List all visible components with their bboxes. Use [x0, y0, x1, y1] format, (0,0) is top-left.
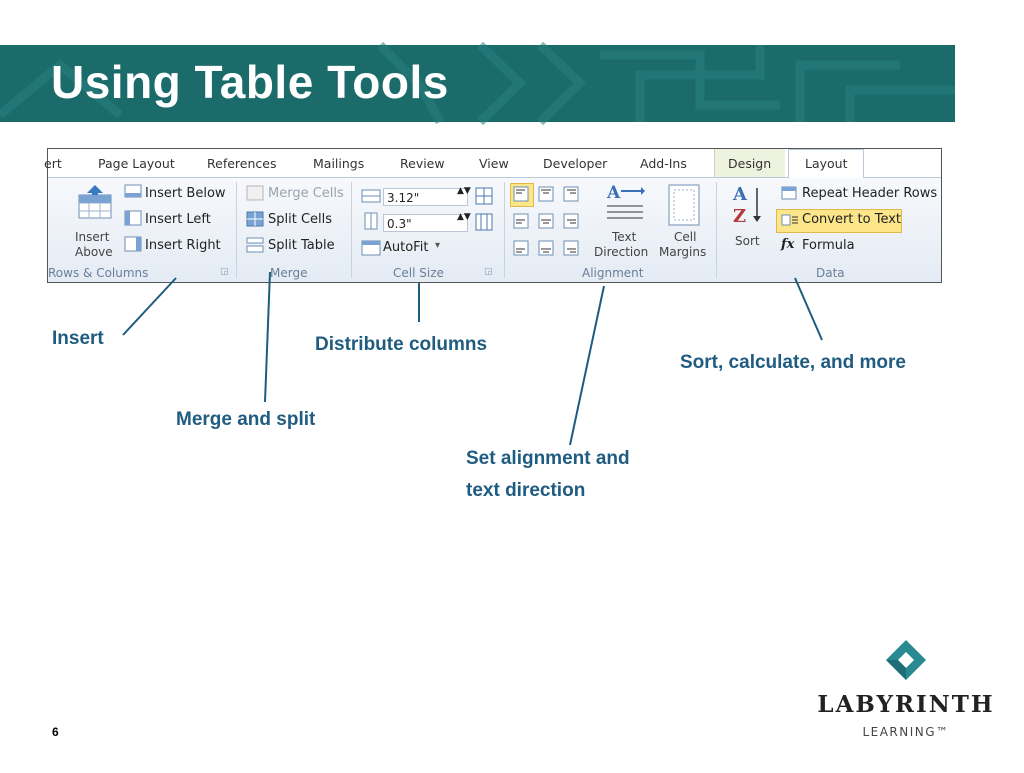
tab-page-layout[interactable]: Page Layout [98, 156, 175, 171]
cell-margins-label-1[interactable]: Cell [674, 230, 697, 244]
text-direction-label-2[interactable]: Direction [594, 245, 649, 259]
diamond-logo-icon [884, 638, 928, 682]
svg-text:Z: Z [733, 206, 747, 227]
labyrinth-logo [816, 636, 996, 746]
merge-group-label: Merge [270, 266, 308, 280]
row-height-value: 3.12" [387, 191, 420, 205]
distribute-columns-label: Distribute columns [315, 334, 488, 355]
autofit-button[interactable]: AutoFit [383, 240, 429, 255]
tab-references[interactable]: References [207, 156, 277, 171]
insert-above-label-1[interactable]: Insert [75, 230, 110, 244]
sort-calculate-label: Sort, calculate, and more [680, 352, 906, 373]
logo-subtitle: LEARNING™ [862, 725, 950, 739]
dialog-launcher-icon[interactable]: ◲ [220, 267, 229, 277]
tab-design[interactable]: Design [728, 156, 772, 171]
insert-left-button[interactable]: Insert Left [145, 212, 211, 227]
convert-to-text-button[interactable]: Convert to Text [802, 212, 902, 227]
dialog-launcher-icon[interactable]: ◲ [484, 267, 493, 277]
spinner-icon[interactable]: ▲▼ [457, 186, 471, 196]
split-table-button[interactable]: Split Table [268, 238, 335, 253]
alignment-label-line-2: text direction [466, 480, 586, 501]
svg-text:A: A [733, 184, 747, 205]
tab-add-ins[interactable]: Add-Ins [640, 156, 687, 171]
dropdown-arrow-icon[interactable]: ▾ [435, 240, 441, 251]
insert-right-button[interactable]: Insert Right [145, 238, 221, 253]
cell-size-group-label: Cell Size [393, 266, 444, 280]
cell-margins-label-2[interactable]: Margins [659, 245, 707, 259]
svg-text:A: A [607, 183, 621, 203]
page-title: Using Table Tools [51, 56, 449, 108]
column-width-value: 0.3" [387, 217, 412, 231]
tab-mailings[interactable]: Mailings [313, 156, 365, 171]
callout-line-sort [795, 278, 822, 340]
formula-button[interactable]: Formula [802, 238, 855, 253]
callout-line-alignment [570, 286, 604, 445]
callout-line-merge [265, 272, 270, 402]
alignment-label-line-1: Set alignment and [466, 448, 630, 469]
alignment-group-label: Alignment [582, 266, 644, 280]
tab-view[interactable]: View [479, 156, 509, 171]
spinner-icon[interactable]: ▲▼ [457, 212, 471, 222]
callout-line-insert [123, 278, 176, 335]
tab-developer[interactable]: Developer [543, 156, 608, 171]
split-cells-button[interactable]: Split Cells [268, 212, 333, 227]
insert-above-label-2[interactable]: Above [75, 245, 113, 259]
rows-columns-group-label: Rows & Columns [48, 266, 149, 280]
logo-name: LABYRINTH [817, 691, 995, 718]
sort-button[interactable]: Sort [735, 234, 760, 248]
data-group-label: Data [816, 266, 845, 280]
insert-below-button[interactable]: Insert Below [145, 186, 226, 201]
merge-cells-button[interactable]: Merge Cells [268, 186, 344, 201]
insert-label: Insert [52, 328, 104, 349]
page-number: 6 [52, 725, 59, 739]
tab-layout[interactable]: Layout [805, 156, 848, 171]
formula-icon: fx [781, 237, 795, 252]
tab-insert[interactable]: ert [44, 156, 62, 171]
repeat-header-rows-button[interactable]: Repeat Header Rows [802, 186, 938, 201]
merge-split-label: Merge and split [176, 409, 316, 430]
text-direction-label-1[interactable]: Text [612, 230, 637, 244]
tab-review[interactable]: Review [400, 156, 445, 171]
